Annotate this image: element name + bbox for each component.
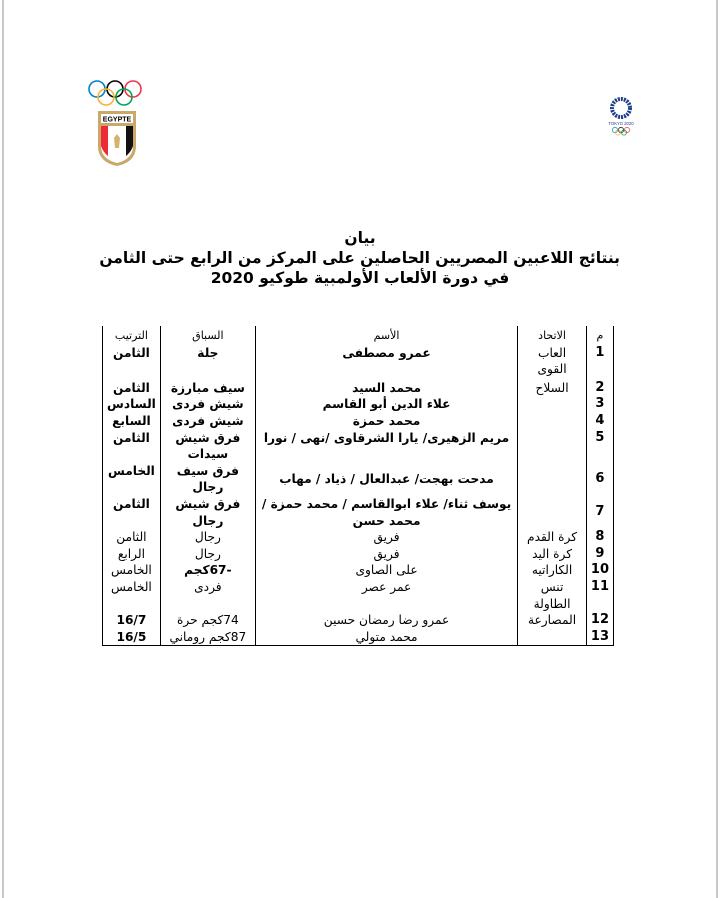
table-row — [103, 629, 614, 646]
row-rank: الخامس — [103, 579, 161, 612]
row-name: محمد السيد — [255, 380, 517, 397]
row-rank: السادس — [103, 396, 161, 413]
row-name: محمد متولي — [255, 629, 517, 646]
page-edge-right — [716, 0, 718, 898]
olympic-rings-shield-icon — [86, 78, 152, 168]
document-title — [100, 228, 620, 288]
header-federation: الاتحاد — [518, 326, 587, 345]
row-federation: السلاح — [518, 380, 587, 397]
table-row — [103, 345, 614, 380]
row-federation: الكاراتيه — [518, 562, 587, 579]
row-num: 6 — [586, 463, 613, 496]
row-name: علاء الدين أبو القاسم — [255, 396, 517, 413]
row-rank: 16/7 — [103, 612, 161, 629]
title-line-results: بنتائج اللاعبين المصريين الحاصلين على المركز من الرابع حتى الثامن — [99, 249, 620, 267]
row-event: رجال — [160, 546, 255, 563]
row-federation: كرة القدم — [518, 529, 587, 546]
row-num: 9 — [586, 546, 613, 563]
row-num: 11 — [586, 579, 613, 612]
row-rank: الثامن — [103, 345, 161, 380]
row-rank: الثامن — [103, 430, 161, 463]
row-event: فرق سيف رجال — [160, 463, 255, 496]
row-event: فرق شيش رجال — [160, 496, 255, 529]
egypt-olympic-committee-logo — [86, 78, 152, 168]
table-row — [103, 463, 614, 496]
row-name: عمرو رضا رمضان حسين — [255, 612, 517, 629]
row-event: جلة — [160, 345, 255, 380]
row-num: 5 — [586, 430, 613, 463]
row-rank: الثامن — [103, 529, 161, 546]
svg-text:EGYPTE: EGYPTE — [102, 116, 132, 124]
row-event: -67كجم — [160, 562, 255, 579]
table-header-row — [103, 326, 614, 345]
row-federation — [518, 413, 587, 430]
row-event: شيش فردى — [160, 413, 255, 430]
title-line-olympics: في دورة الألعاب الأولمبية طوكيو 2020 — [210, 269, 510, 287]
table-row — [103, 612, 614, 629]
row-name: محمد حمزة — [255, 413, 517, 430]
table-row — [103, 562, 614, 579]
table-row — [103, 579, 614, 612]
header-num: م — [586, 326, 613, 345]
row-num: 12 — [586, 612, 613, 629]
row-num: 10 — [586, 562, 613, 579]
page-edge-left — [2, 0, 4, 898]
row-num: 8 — [586, 529, 613, 546]
row-rank: 16/5 — [103, 629, 161, 646]
row-event: سيف مبارزة — [160, 380, 255, 397]
row-event: 74كجم حرة — [160, 612, 255, 629]
row-num: 7 — [586, 496, 613, 529]
tokyo-2020-logo — [605, 96, 637, 138]
table-row — [103, 496, 614, 529]
table-row — [103, 546, 614, 563]
row-num: 4 — [586, 413, 613, 430]
header-name: الأسم — [255, 326, 517, 345]
row-num: 3 — [586, 396, 613, 413]
table-row — [103, 529, 614, 546]
row-name: مدحت بهجت/ عبدالعال / ذياد / مهاب — [255, 463, 517, 496]
row-federation — [518, 496, 587, 529]
tokyo-2020-emblem-icon — [605, 96, 637, 138]
header-rank: الترتيب — [103, 326, 161, 345]
table-row — [103, 396, 614, 413]
row-name: عمرو مصطفى — [255, 345, 517, 380]
row-event: 87كجم روماني — [160, 629, 255, 646]
results-table — [102, 326, 614, 646]
row-federation — [518, 396, 587, 413]
row-federation — [518, 629, 587, 646]
row-rank: الرابع — [103, 546, 161, 563]
row-federation — [518, 430, 587, 463]
row-num: 1 — [586, 345, 613, 380]
row-name: فريق — [255, 529, 517, 546]
row-rank: الثامن — [103, 496, 161, 529]
row-rank: الخامس — [103, 463, 161, 496]
row-name: يوسف ثناء/ علاء ابوالقاسم / محمد حمزة / محمد حسن — [255, 496, 517, 529]
row-name: عمر عصر — [255, 579, 517, 612]
row-federation — [518, 463, 587, 496]
row-num: 13 — [586, 629, 613, 646]
title-line-statement: بيان — [344, 229, 376, 247]
row-event: فردى — [160, 579, 255, 612]
row-num: 2 — [586, 380, 613, 397]
row-event: شيش فردى — [160, 396, 255, 413]
row-name: على الصاوى — [255, 562, 517, 579]
row-event: رجال — [160, 529, 255, 546]
row-federation: كرة اليد — [518, 546, 587, 563]
row-event: فرق شيش سيدات — [160, 430, 255, 463]
row-federation: تنس الطاولة — [518, 579, 587, 612]
row-federation: المصارعة — [518, 612, 587, 629]
svg-text:TOKYO 2020: TOKYO 2020 — [608, 121, 634, 126]
table-row — [103, 430, 614, 463]
table-row — [103, 380, 614, 397]
row-rank: الثامن — [103, 380, 161, 397]
row-rank: الخامس — [103, 562, 161, 579]
row-name: مريم الزهيرى/ يارا الشرقاوى /نهى / نورا — [255, 430, 517, 463]
table-row — [103, 413, 614, 430]
row-federation: العاب القوى — [518, 345, 587, 380]
header-event: السباق — [160, 326, 255, 345]
row-name: فريق — [255, 546, 517, 563]
row-rank: السابع — [103, 413, 161, 430]
